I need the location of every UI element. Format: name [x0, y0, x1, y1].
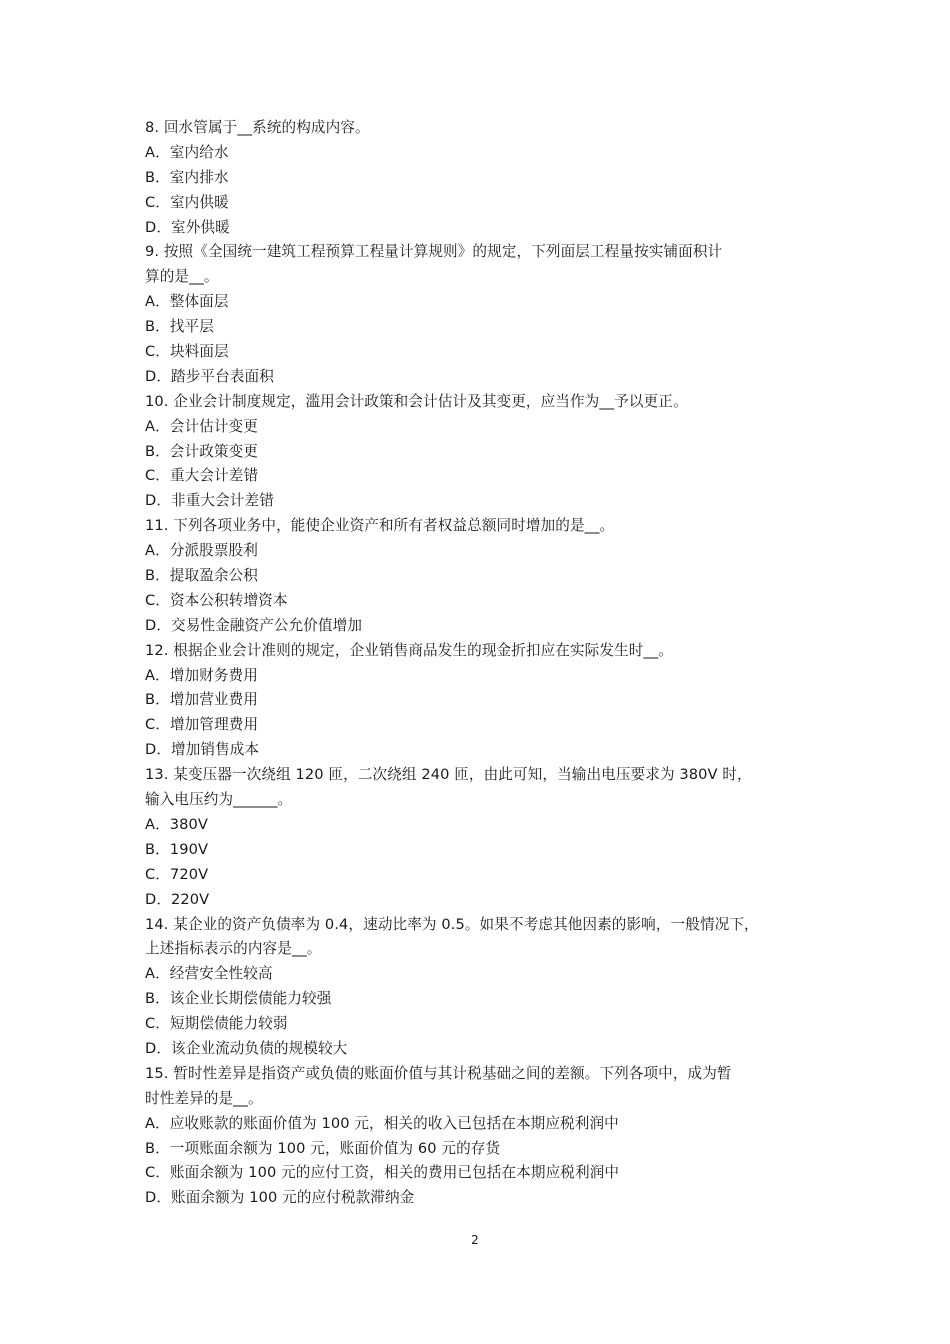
option-a: A．会计估计变更	[145, 417, 258, 435]
question-stem-line-2: 时性差异的是__。	[145, 1089, 263, 1107]
option-b: B．找平层	[145, 318, 214, 336]
option-c: C．室内供暖	[145, 193, 229, 211]
question-stem-line-1: 15. 暂时性差异是指资产或负债的账面价值与其计税基础之间的差额。下列各项中，成为暂	[145, 1064, 732, 1082]
option-a: A．380V	[145, 815, 209, 833]
question-stem-line-2: 上述指标表示的内容是__。	[145, 940, 322, 958]
option-d: D．增加销售成本	[145, 741, 260, 759]
question-list	[145, 116, 810, 1211]
option-d: D．非重大会计差错	[145, 492, 274, 510]
question-stem: 11. 下列各项业务中，能使企业资产和所有者权益总额同时增加的是__。	[145, 517, 615, 535]
option-a: A．分派股票股利	[145, 542, 258, 560]
option-d: D．交易性金融资产公允价值增加	[145, 616, 363, 634]
option-a: A．增加财务费用	[145, 666, 258, 684]
question-stem-line-1: 9. 按照《全国统一建筑工程预算工程量计算规则》的规定，下列面层工程量按实铺面积计	[145, 243, 723, 261]
question-stem-line-1: 14. 某企业的资产负债率为 0.4，速动比率为 0.5。如果不考虑其他因素的影响，一般情况下，	[145, 915, 759, 933]
option-a: A．应收账款的账面价值为 100 元，相关的收入已包括在本期应税利润中	[145, 1114, 619, 1132]
question-stem-line-2: 算的是__。	[145, 268, 219, 286]
option-c: C．短期偿债能力较弱	[145, 1015, 288, 1033]
option-b: B．增加营业费用	[145, 691, 258, 709]
option-b: B．提取盈余公积	[145, 567, 258, 585]
question-stem: 10. 企业会计制度规定，滥用会计政策和会计估计及其变更，应当作为__予以更正。	[145, 392, 688, 410]
option-c: C．重大会计差错	[145, 467, 259, 485]
option-c: C．块料面层	[145, 343, 229, 361]
option-d: D．室外供暖	[145, 218, 230, 236]
option-c: C．720V	[145, 865, 209, 883]
option-a: A．整体面层	[145, 293, 229, 311]
option-b: B．一项账面余额为 100 元，账面价值为 60 元的存货	[145, 1139, 501, 1157]
option-c: C．资本公积转增资本	[145, 591, 288, 609]
option-c: C．账面余额为 100 元的应付工资，相关的费用已包括在本期应税利润中	[145, 1164, 620, 1182]
page-number: 2	[471, 1233, 479, 1247]
option-a: A．室内给水	[145, 143, 229, 161]
option-b: B．室内排水	[145, 168, 229, 186]
option-a: A．经营安全性较高	[145, 965, 273, 983]
question-stem-line-1: 13. 某变压器一次绕组 120 匝，二次绕组 240 匝，由此可知，当输出电压要求为 380V 时，	[145, 766, 752, 784]
question-stem-line-2: 输入电压约为______。	[145, 791, 293, 809]
option-b: B．会计政策变更	[145, 442, 258, 460]
option-d: D．踏步平台表面积	[145, 367, 274, 385]
option-d: D．账面余额为 100 元的应付税款滞纳金	[145, 1189, 415, 1207]
question-stem: 12. 根据企业会计准则的规定，企业销售商品发生的现金折扣应在实际发生时__。	[145, 641, 673, 659]
option-d: D．该企业流动负债的规模较大	[145, 1039, 348, 1057]
option-c: C．增加管理费用	[145, 716, 259, 734]
option-b: B．190V	[145, 840, 209, 858]
question-stem: 8. 回水管属于__系统的构成内容。	[145, 119, 370, 136]
option-b: B．该企业长期偿债能力较强	[145, 990, 332, 1008]
option-d: D．220V	[145, 890, 210, 908]
